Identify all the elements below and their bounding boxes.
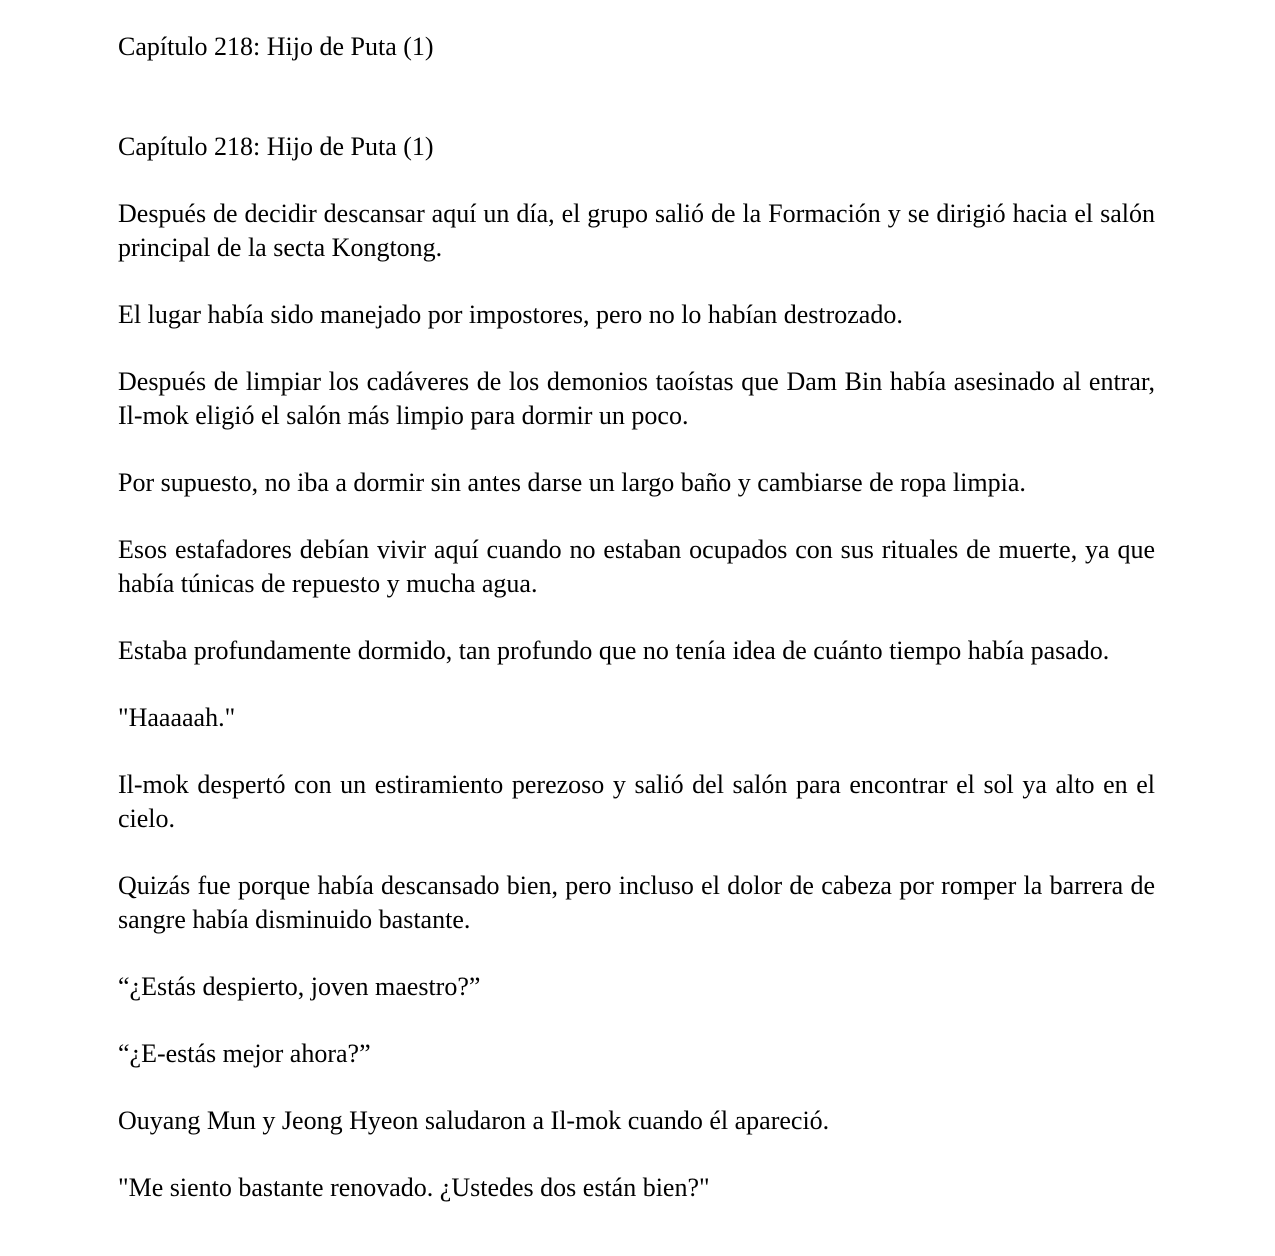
paragraph: “¿E-estás mejor ahora?” [118,1039,371,1068]
document-body [118,130,1155,1238]
paragraph: Estaba profundamente dormido, tan profundo que no tenía idea de cuánto tiempo había pasado. [118,636,1110,665]
paragraph: Ouyang Mun y Jeong Hyeon saludaron a Il-mok cuando él apareció. [118,1106,830,1135]
page-header-title: Capítulo 218: Hijo de Puta (1) [118,32,434,61]
paragraph: "Haaaaah." [118,703,236,732]
paragraph: Después de limpiar los cadáveres de los demonios taoístas que Dam Bin había asesinado al entrar, Il-mok eligió el salón más limpio para dormir un poco. [118,367,1155,430]
paragraph: Por supuesto, no iba a dormir sin antes darse un largo baño y cambiarse de ropa limpia. [118,468,1026,497]
paragraph: Quizás fue porque había descansado bien, pero incluso el dolor de cabeza por romper la barrera de sangre había disminuido bastante. [118,871,1155,934]
paragraph: Il-mok despertó con un estiramiento perezoso y salió del salón para encontrar el sol ya alto en el cielo. [118,770,1155,833]
paragraph: "Me siento bastante renovado. ¿Ustedes dos están bien?" [118,1173,710,1202]
paragraph: Después de decidir descansar aquí un día, el grupo salió de la Formación y se dirigió hacia el salón principal de la secta Kongtong. [118,199,1155,262]
paragraph: El lugar había sido manejado por impostores, pero no lo habían destrozado. [118,300,903,329]
paragraph: “¿Estás despierto, joven maestro?” [118,972,481,1001]
paragraph: Esos estafadores debían vivir aquí cuando no estaban ocupados con sus rituales de muerte, ya que había túnicas de repuesto y mucha agua. [118,535,1155,598]
chapter-title: Capítulo 218: Hijo de Puta (1) [118,132,434,161]
